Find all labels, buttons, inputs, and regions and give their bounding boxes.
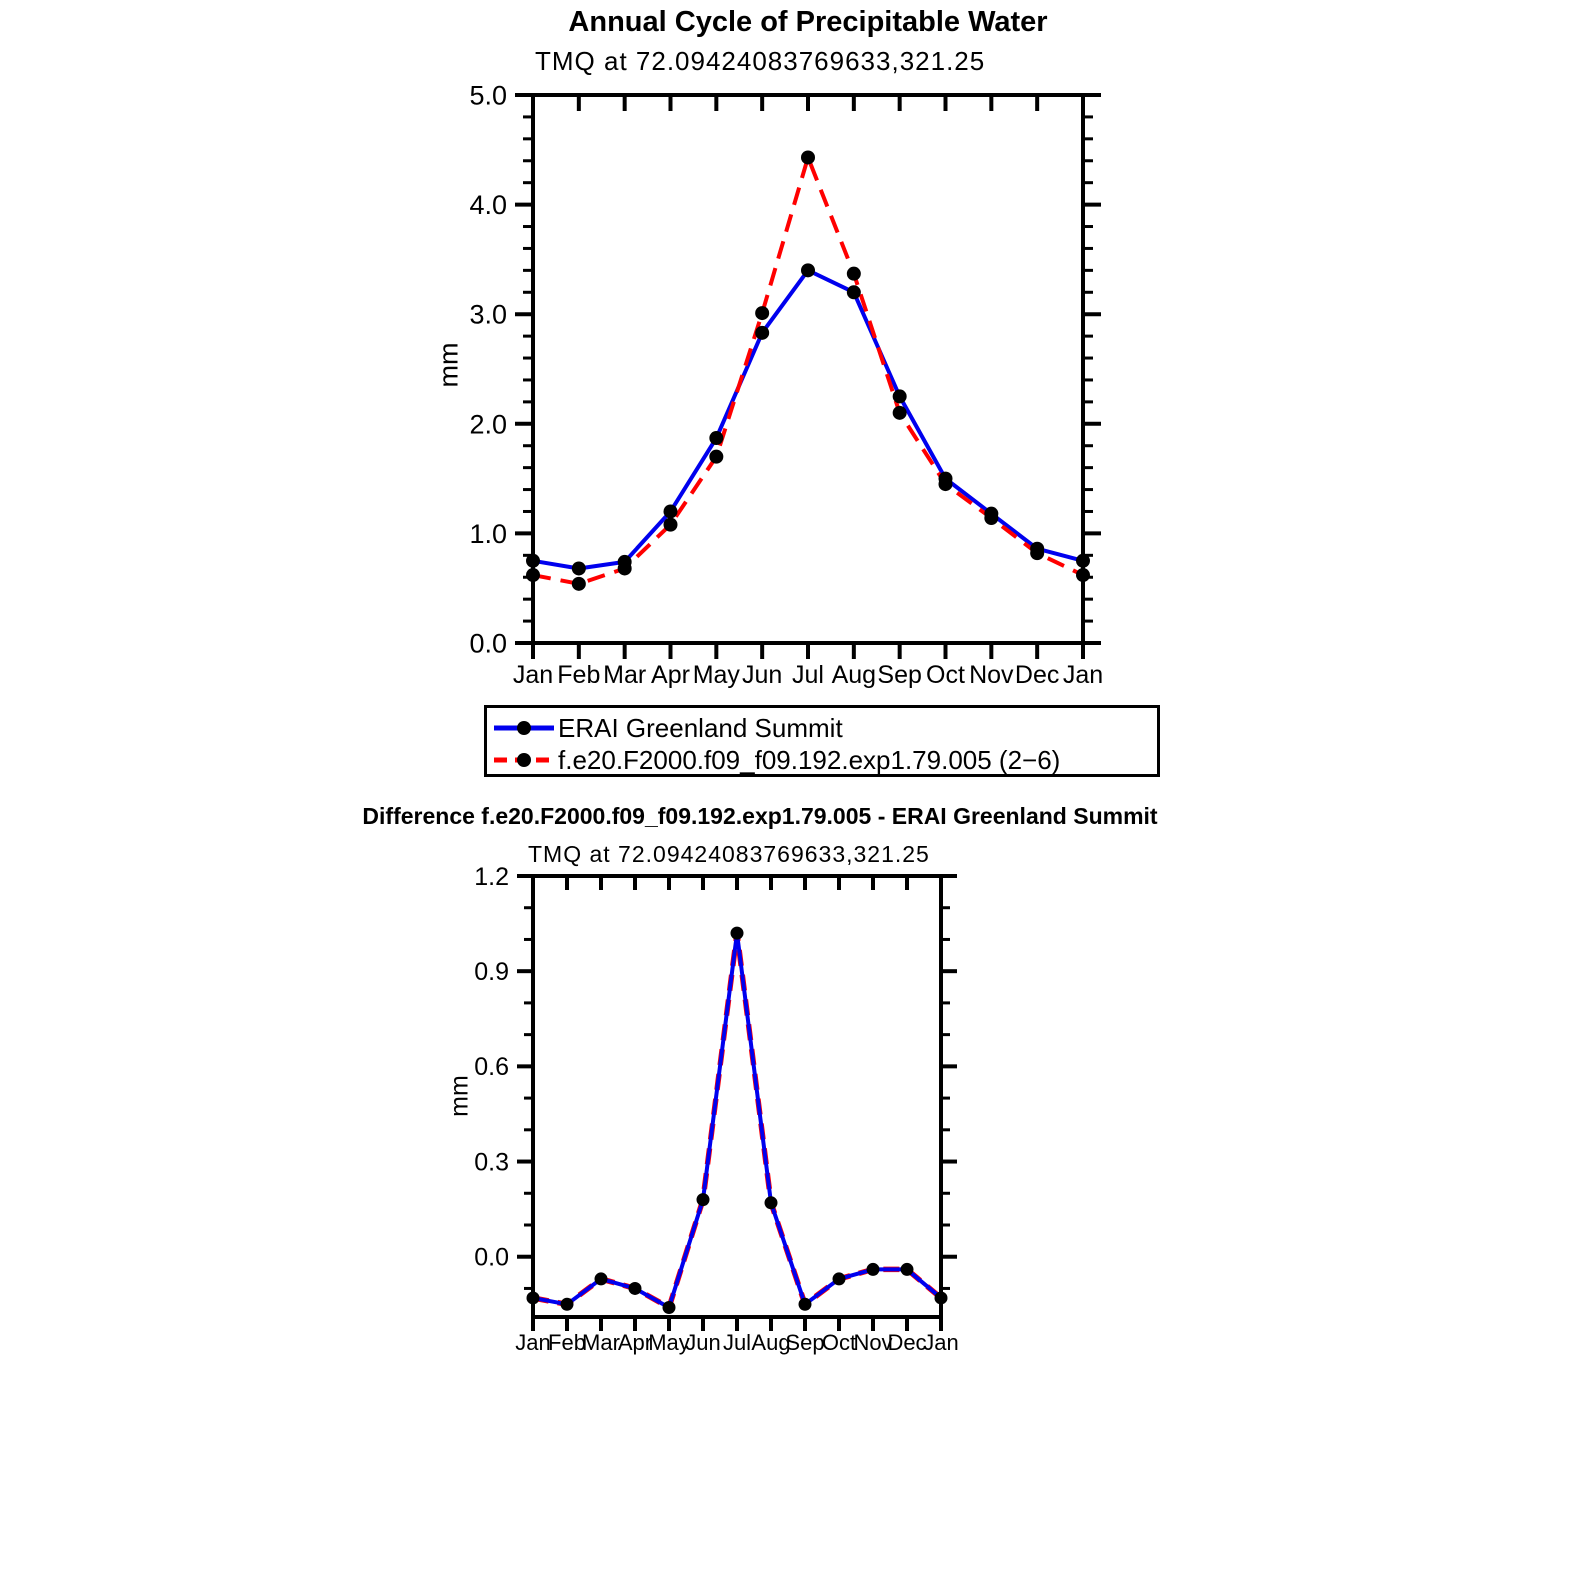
data-point [572, 561, 586, 575]
marker-dot-icon [517, 721, 531, 735]
axes-frame [531, 874, 943, 1319]
month-label: Jun [685, 1330, 721, 1355]
difference-title: Difference f.e20.F2000.f09_f09.192.exp1.79.005 - ERAI Greenland Summit [362, 803, 1158, 829]
data-point-markers [526, 150, 1090, 590]
data-point [663, 1301, 676, 1314]
marker-dot-icon [517, 753, 531, 767]
difference-plot [474, 863, 959, 1355]
y-tick-label: 1.0 [469, 518, 507, 549]
data-point [664, 504, 678, 518]
data-point [1076, 554, 1090, 568]
month-label: Nov [969, 661, 1014, 689]
data-point [1076, 568, 1090, 582]
annual-cycle-title: Annual Cycle of Precipitable Water [568, 6, 1048, 38]
data-point [799, 1298, 812, 1311]
legend-label-model: f.e20.F2000.f09_f09.192.exp1.79.005 (2−6) [558, 744, 1061, 775]
difference-y-axis-unit-label: mm [445, 1075, 474, 1117]
data-point [939, 472, 953, 486]
month-label: Jan [512, 661, 554, 689]
y-tick-label: 0.0 [474, 1243, 509, 1272]
data-point [618, 561, 632, 575]
data-point [893, 389, 907, 403]
legend-label-erai: ERAI Greenland Summit [558, 712, 843, 743]
data-point [984, 511, 998, 525]
y-axis-minor-ticks [523, 117, 1093, 621]
data-point [595, 1272, 608, 1285]
month-label: Mar [603, 661, 647, 689]
data-point [765, 1196, 778, 1209]
month-label: Jan [923, 1330, 959, 1355]
y-tick-label: 0.0 [469, 628, 507, 659]
data-point [833, 1272, 846, 1285]
x-axis-ticks [533, 95, 1083, 659]
month-label: Dec [887, 1330, 927, 1355]
month-label: Jul [722, 1330, 752, 1355]
month-label: Oct [926, 661, 965, 689]
y-tick-label: 4.0 [469, 190, 507, 221]
month-label: Feb [548, 1330, 586, 1355]
month-label: May [648, 1330, 690, 1355]
data-point [847, 267, 861, 281]
month-label: Jun [742, 661, 783, 689]
data-point [709, 431, 723, 445]
data-point [527, 1291, 540, 1304]
x-axis-tick-labels [513, 661, 1103, 689]
data-point [755, 326, 769, 340]
data-point [526, 554, 540, 568]
month-label: Feb [557, 661, 601, 689]
difference-subtitle: TMQ at 72.09424083769633,321.25 [528, 841, 930, 867]
y-tick-label: 5.0 [469, 80, 507, 111]
data-point [901, 1263, 914, 1276]
x-axis-ticks [533, 876, 941, 1331]
annual-cycle-subtitle: TMQ at 72.09424083769633,321.25 [535, 46, 986, 76]
data-point [847, 285, 861, 299]
difference-series-0-line [533, 933, 941, 1307]
data-point [572, 577, 586, 591]
y-tick-label: 1.2 [474, 862, 509, 891]
month-label: Nov [853, 1330, 893, 1355]
data-point [664, 518, 678, 532]
legend-entry-erai [492, 714, 843, 742]
data-point [1030, 542, 1044, 556]
data-point [526, 568, 540, 582]
data-point [801, 150, 815, 164]
erai-line-sample-icon [492, 717, 556, 739]
x-axis-tick-labels [515, 1330, 958, 1355]
y-axis-minor-ticks [524, 908, 950, 1289]
month-label: Sep [785, 1330, 825, 1355]
data-point [697, 1193, 710, 1206]
model-line-sample-icon [492, 749, 556, 771]
data-point [984, 507, 998, 521]
annual-cycle-series-1-line [533, 157, 1083, 583]
y-tick-label: 0.3 [474, 1148, 509, 1177]
data-point [1030, 546, 1044, 560]
month-label: Aug [751, 1330, 791, 1355]
legend-entry-model [492, 746, 1060, 774]
data-point [755, 306, 769, 320]
y-axis-tick-labels [469, 80, 507, 658]
month-label: Mar [582, 1330, 620, 1355]
axes-frame [531, 93, 1085, 645]
month-label: Apr [651, 661, 690, 689]
data-point [629, 1282, 642, 1295]
data-point [935, 1291, 948, 1304]
month-label: Jan [515, 1330, 551, 1355]
y-tick-label: 0.6 [474, 1053, 509, 1082]
data-point [561, 1298, 574, 1311]
month-label: Sep [877, 661, 922, 689]
y-axis-major-ticks [517, 876, 957, 1257]
data-point [801, 263, 815, 277]
y-axis-major-ticks [515, 95, 1101, 643]
data-point [939, 477, 953, 491]
month-label: Jul [792, 661, 824, 689]
data-point [618, 555, 632, 569]
data-point [731, 927, 744, 940]
data-point [709, 450, 723, 464]
month-label: Oct [821, 1330, 857, 1355]
data-point [893, 406, 907, 420]
data-point-markers [527, 927, 948, 1314]
annual-cycle-plot [469, 80, 1103, 689]
y-tick-label: 0.9 [474, 957, 509, 986]
month-label: Apr [617, 1330, 653, 1355]
y-axis-tick-labels [474, 863, 509, 1272]
legend [484, 705, 1160, 777]
month-label: May [692, 661, 740, 689]
data-point [867, 1263, 880, 1276]
y-tick-label: 3.0 [469, 299, 507, 330]
month-label: Dec [1014, 661, 1060, 689]
annual-cycle-y-axis-unit-label: mm [433, 342, 464, 388]
difference-series-0-underlay-line [533, 933, 941, 1307]
y-tick-label: 2.0 [469, 409, 507, 440]
month-label: Aug [831, 661, 877, 689]
annual-cycle-series-0-line [533, 270, 1083, 568]
month-label: Jan [1062, 661, 1104, 689]
